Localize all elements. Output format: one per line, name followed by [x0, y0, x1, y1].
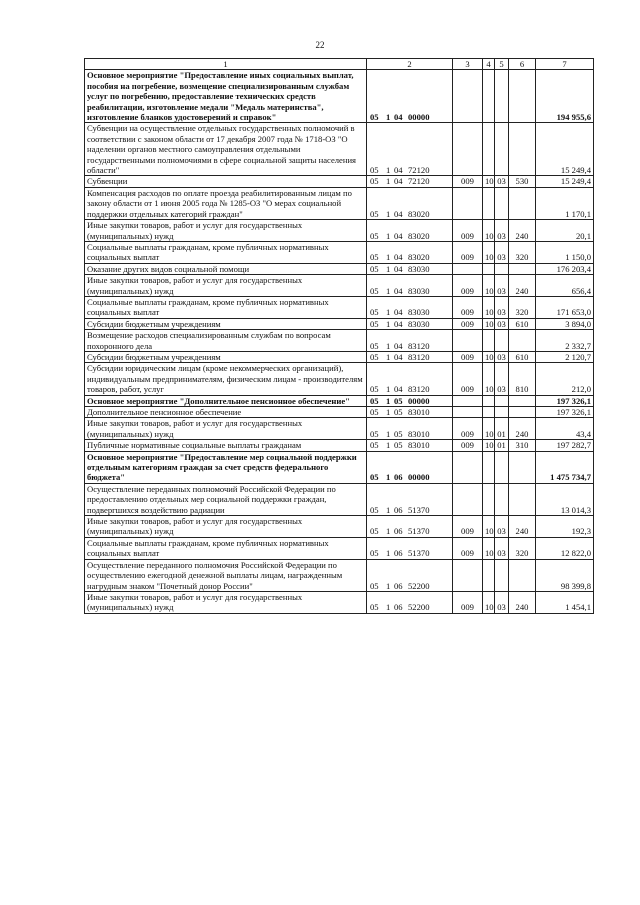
row-sum: 2 120,7 [536, 351, 594, 362]
row-code [367, 187, 453, 219]
row-code [367, 275, 453, 297]
page-number: 22 [315, 40, 325, 50]
code-segment: 04 [394, 176, 403, 187]
row-subsection: 03 [495, 591, 509, 613]
code-segment: 06 [394, 548, 403, 559]
row-department: 009 [453, 351, 483, 362]
row-department: 009 [453, 220, 483, 242]
table-row [85, 123, 594, 176]
row-code [367, 395, 453, 406]
row-department: 009 [453, 241, 483, 263]
row-code [367, 220, 453, 242]
table-row [85, 363, 594, 395]
row-expense-type [509, 263, 536, 274]
code-segment: 06 [394, 526, 403, 537]
row-department: 009 [453, 591, 483, 613]
row-department [453, 187, 483, 219]
row-subsection [495, 451, 509, 483]
table-row [85, 559, 594, 591]
row-sum: 197 282,7 [536, 440, 594, 451]
code-segment: 83120 [408, 351, 430, 362]
code-segment: 83030 [408, 263, 430, 274]
row-department [453, 483, 483, 515]
code-segment: 05 [370, 526, 379, 537]
row-code [367, 451, 453, 483]
code-segment: 1 [386, 384, 391, 395]
code-segment: 1 [386, 285, 391, 296]
header-row [85, 59, 594, 70]
row-name: Основное мероприятие "Предоставление иных социальных выплат, пособия на погребение, возмещение специализированным службам услуг по погребению, предоставление технических средств реабилитации, изготовление медали "Медаль материнства", изготовление бланков удостоверений и справок" [85, 70, 367, 123]
code-segment: 83010 [408, 407, 430, 417]
row-subsection: 03 [495, 176, 509, 187]
row-expense-type: 310 [509, 440, 536, 451]
row-sum: 15 249,4 [536, 123, 594, 176]
row-section: 10 [483, 318, 495, 329]
code-segment: 1 [386, 526, 391, 537]
row-sum: 197 326,1 [536, 395, 594, 406]
code-segment: 05 [370, 548, 379, 559]
row-section: 10 [483, 363, 495, 395]
code-segment: 83020 [408, 208, 430, 219]
row-section: 10 [483, 440, 495, 451]
row-code [367, 70, 453, 123]
row-expense-type [509, 451, 536, 483]
code-segment: 83120 [408, 384, 430, 395]
code-segment: 05 [394, 407, 403, 417]
code-segment: 72120 [408, 165, 430, 176]
code-segment: 05 [370, 318, 379, 329]
table-row [85, 591, 594, 613]
row-name: Осуществление переданных полномочий Российской Федерации по предоставлению отдельных мер социальной поддержки граждан, подвергшихся воздействию радиации [85, 483, 367, 515]
row-sum: 20,1 [536, 220, 594, 242]
row-sum: 15 249,4 [536, 176, 594, 187]
row-section: 10 [483, 296, 495, 318]
code-segment: 00000 [408, 112, 430, 123]
row-subsection [495, 123, 509, 176]
code-segment: 83120 [408, 340, 430, 351]
row-expense-type [509, 330, 536, 352]
row-code [367, 516, 453, 538]
header-col-5: 5 [495, 59, 509, 70]
row-subsection [495, 407, 509, 418]
row-sum: 197 326,1 [536, 407, 594, 418]
row-sum: 212,0 [536, 363, 594, 395]
row-department [453, 395, 483, 406]
row-subsection: 03 [495, 220, 509, 242]
row-department: 009 [453, 440, 483, 451]
table-row [85, 241, 594, 263]
row-subsection: 03 [495, 516, 509, 538]
row-code [367, 440, 453, 451]
table-body [85, 70, 594, 613]
code-segment: 1 [386, 112, 391, 123]
row-section [483, 187, 495, 219]
row-section: 10 [483, 591, 495, 613]
table-row [85, 483, 594, 515]
row-expense-type: 240 [509, 516, 536, 538]
code-segment: 05 [370, 165, 379, 176]
row-name: Иные закупки товаров, работ и услуг для государственных (муниципальных) нужд [85, 220, 367, 242]
row-code [367, 483, 453, 515]
row-code [367, 418, 453, 440]
row-expense-type: 320 [509, 296, 536, 318]
row-section: 10 [483, 537, 495, 559]
code-segment: 1 [386, 428, 391, 439]
code-segment: 05 [370, 580, 379, 591]
code-segment: 83030 [408, 307, 430, 318]
row-subsection [495, 559, 509, 591]
code-segment: 83030 [408, 285, 430, 296]
row-name: Субсидии бюджетным учреждениям [85, 318, 367, 329]
row-name: Субвенции на осуществление отдельных государственных полномочий в соответствии с законом области от 17 декабря 2007 года № 1718-ОЗ "О наделении органов местного самоуправления отдельными государственными полномочиями в сфере социальной защиты населения области" [85, 123, 367, 176]
table-row [85, 418, 594, 440]
row-sum: 1 170,1 [536, 187, 594, 219]
code-segment: 06 [394, 580, 403, 591]
code-segment: 1 [386, 318, 391, 329]
code-segment: 05 [394, 395, 403, 406]
code-segment: 05 [370, 395, 379, 406]
code-segment: 1 [386, 351, 391, 362]
code-segment: 04 [394, 285, 403, 296]
code-segment: 1 [386, 252, 391, 263]
row-code [367, 363, 453, 395]
table-row [85, 407, 594, 418]
row-subsection: 03 [495, 363, 509, 395]
row-expense-type [509, 407, 536, 418]
row-sum: 13 014,3 [536, 483, 594, 515]
code-segment: 04 [394, 252, 403, 263]
code-segment: 1 [386, 504, 391, 515]
row-section [483, 263, 495, 274]
header-col-3: 3 [453, 59, 483, 70]
table-row [85, 440, 594, 451]
code-segment: 04 [394, 307, 403, 318]
header-col-1: 1 [85, 59, 367, 70]
row-department: 009 [453, 363, 483, 395]
row-section [483, 123, 495, 176]
code-segment: 06 [394, 602, 403, 613]
row-name: Иные закупки товаров, работ и услуг для государственных (муниципальных) нужд [85, 591, 367, 613]
row-name: Иные закупки товаров, работ и услуг для государственных (муниципальных) нужд [85, 275, 367, 297]
row-name: Социальные выплаты гражданам, кроме публичных нормативных социальных выплат [85, 241, 367, 263]
header-col-6: 6 [509, 59, 536, 70]
row-sum: 171 653,0 [536, 296, 594, 318]
table-row [85, 451, 594, 483]
row-expense-type [509, 187, 536, 219]
row-sum: 1 150,0 [536, 241, 594, 263]
table-row [85, 187, 594, 219]
row-code [367, 407, 453, 418]
row-expense-type: 240 [509, 275, 536, 297]
row-section: 10 [483, 241, 495, 263]
row-department: 009 [453, 318, 483, 329]
code-segment: 05 [370, 263, 379, 274]
row-subsection [495, 263, 509, 274]
row-subsection: 03 [495, 275, 509, 297]
row-expense-type: 240 [509, 591, 536, 613]
row-expense-type: 810 [509, 363, 536, 395]
table-row [85, 318, 594, 329]
row-name: Иные закупки товаров, работ и услуг для государственных (муниципальных) нужд [85, 516, 367, 538]
row-expense-type [509, 483, 536, 515]
row-name: Осуществление переданного полномочия Российской Федерации по осуществлению ежегодной денежной выплаты лицам, награжденным нагрудным знаком "Почетный донор России" [85, 559, 367, 591]
table-row [85, 176, 594, 187]
row-section: 10 [483, 418, 495, 440]
row-section [483, 70, 495, 123]
row-name: Иные закупки товаров, работ и услуг для государственных (муниципальных) нужд [85, 418, 367, 440]
code-segment: 52200 [408, 580, 430, 591]
code-segment: 1 [386, 263, 391, 274]
table-row [85, 351, 594, 362]
row-department: 009 [453, 418, 483, 440]
row-section [483, 483, 495, 515]
row-code [367, 296, 453, 318]
row-code [367, 263, 453, 274]
code-segment: 52200 [408, 602, 430, 613]
table-row [85, 395, 594, 406]
code-segment: 04 [394, 318, 403, 329]
row-section [483, 559, 495, 591]
row-name: Возмещение расходов специализированным службам по вопросам похоронного дела [85, 330, 367, 352]
row-department: 009 [453, 296, 483, 318]
code-segment: 1 [386, 602, 391, 613]
row-department [453, 330, 483, 352]
code-segment: 04 [394, 384, 403, 395]
row-expense-type [509, 559, 536, 591]
code-segment: 04 [394, 351, 403, 362]
row-name: Субсидии юридическим лицам (кроме некоммерческих организаций), индивидуальным предпринимателям, физическим лицам - производителям товаров, работ, услуг [85, 363, 367, 395]
code-segment: 05 [370, 307, 379, 318]
code-segment: 04 [394, 230, 403, 241]
row-expense-type: 240 [509, 220, 536, 242]
code-segment: 1 [386, 472, 391, 483]
code-segment: 06 [394, 472, 403, 483]
row-code [367, 351, 453, 362]
row-code [367, 318, 453, 329]
row-name: Дополнительное пенсионное обеспечение [85, 407, 367, 418]
row-sum: 194 955,6 [536, 70, 594, 123]
row-department: 009 [453, 537, 483, 559]
code-segment: 1 [386, 230, 391, 241]
code-segment: 83020 [408, 230, 430, 241]
row-department [453, 70, 483, 123]
row-expense-type: 320 [509, 537, 536, 559]
header-col-7: 7 [536, 59, 594, 70]
row-section: 10 [483, 516, 495, 538]
code-segment: 05 [370, 428, 379, 439]
code-segment: 04 [394, 165, 403, 176]
code-segment: 1 [386, 208, 391, 219]
row-subsection [495, 187, 509, 219]
row-name: Публичные нормативные социальные выплаты гражданам [85, 440, 367, 451]
row-sum: 98 399,8 [536, 559, 594, 591]
code-segment: 05 [370, 407, 379, 417]
row-expense-type: 610 [509, 318, 536, 329]
code-segment: 00000 [408, 395, 430, 406]
row-code [367, 537, 453, 559]
code-segment: 1 [386, 407, 391, 417]
code-segment: 04 [394, 112, 403, 123]
row-name: Основное мероприятие "Дополнительное пенсионное обеспечение" [85, 395, 367, 406]
row-subsection: 01 [495, 418, 509, 440]
row-name: Основное мероприятие "Предоставление мер социальной поддержки отдельным категориям граждан за счет средств федерального бюджета" [85, 451, 367, 483]
row-department [453, 559, 483, 591]
row-department: 009 [453, 176, 483, 187]
row-sum: 192,3 [536, 516, 594, 538]
row-code [367, 330, 453, 352]
row-department [453, 123, 483, 176]
row-subsection: 03 [495, 537, 509, 559]
row-subsection: 01 [495, 440, 509, 451]
table-row [85, 263, 594, 274]
code-segment: 05 [370, 504, 379, 515]
code-segment: 04 [394, 340, 403, 351]
row-section: 10 [483, 176, 495, 187]
code-segment: 83010 [408, 440, 430, 451]
code-segment: 05 [370, 112, 379, 123]
row-expense-type: 240 [509, 418, 536, 440]
code-segment: 1 [386, 580, 391, 591]
row-sum: 1 454,1 [536, 591, 594, 613]
budget-table [84, 58, 594, 614]
code-segment: 51370 [408, 504, 430, 515]
row-section [483, 330, 495, 352]
code-segment: 05 [370, 230, 379, 241]
code-segment: 1 [386, 395, 391, 406]
code-segment: 1 [386, 340, 391, 351]
row-name: Компенсация расходов по оплате проезда реабилитированным лицам по закону области от 1 июня 2005 года № 1285-ОЗ "О мерах социальной поддержки отдельных категорий граждан" [85, 187, 367, 219]
row-department [453, 263, 483, 274]
table-row [85, 330, 594, 352]
code-segment: 05 [370, 602, 379, 613]
code-segment: 00000 [408, 472, 430, 483]
code-segment: 05 [370, 351, 379, 362]
row-section: 10 [483, 220, 495, 242]
row-section [483, 395, 495, 406]
row-code [367, 241, 453, 263]
row-sum: 656,4 [536, 275, 594, 297]
row-name: Оказание других видов социальной помощи [85, 263, 367, 274]
code-segment: 05 [394, 440, 403, 451]
row-sum: 12 822,0 [536, 537, 594, 559]
row-subsection [495, 395, 509, 406]
row-subsection: 03 [495, 351, 509, 362]
row-subsection [495, 70, 509, 123]
row-name: Субсидии бюджетным учреждениям [85, 351, 367, 362]
row-department: 009 [453, 516, 483, 538]
row-expense-type [509, 395, 536, 406]
row-section [483, 407, 495, 418]
code-segment: 05 [370, 252, 379, 263]
header-col-2: 2 [367, 59, 453, 70]
row-expense-type: 610 [509, 351, 536, 362]
row-sum: 2 332,7 [536, 330, 594, 352]
row-subsection [495, 330, 509, 352]
row-section [483, 451, 495, 483]
row-expense-type: 530 [509, 176, 536, 187]
row-expense-type [509, 70, 536, 123]
row-code [367, 123, 453, 176]
table-row [85, 516, 594, 538]
row-expense-type: 320 [509, 241, 536, 263]
code-segment: 05 [370, 176, 379, 187]
code-segment: 06 [394, 504, 403, 515]
row-section: 10 [483, 351, 495, 362]
code-segment: 05 [370, 285, 379, 296]
code-segment: 72120 [408, 176, 430, 187]
code-segment: 1 [386, 307, 391, 318]
row-name: Субвенции [85, 176, 367, 187]
row-name: Социальные выплаты гражданам, кроме публичных нормативных социальных выплат [85, 537, 367, 559]
row-sum: 43,4 [536, 418, 594, 440]
row-sum: 1 475 734,7 [536, 451, 594, 483]
code-segment: 83020 [408, 252, 430, 263]
code-segment: 05 [370, 472, 379, 483]
code-segment: 51370 [408, 548, 430, 559]
code-segment: 83010 [408, 428, 430, 439]
row-department [453, 451, 483, 483]
table-row [85, 537, 594, 559]
row-subsection: 03 [495, 318, 509, 329]
row-subsection [495, 483, 509, 515]
code-segment: 1 [386, 176, 391, 187]
code-segment: 51370 [408, 526, 430, 537]
table-row [85, 220, 594, 242]
header-col-4: 4 [483, 59, 495, 70]
row-code [367, 591, 453, 613]
row-department: 009 [453, 275, 483, 297]
code-segment: 1 [386, 165, 391, 176]
code-segment: 83030 [408, 318, 430, 329]
row-subsection: 03 [495, 296, 509, 318]
code-segment: 05 [370, 384, 379, 395]
code-segment: 04 [394, 263, 403, 274]
code-segment: 04 [394, 208, 403, 219]
code-segment: 1 [386, 548, 391, 559]
row-expense-type [509, 123, 536, 176]
table-row [85, 275, 594, 297]
code-segment: 05 [370, 208, 379, 219]
row-sum: 176 203,4 [536, 263, 594, 274]
code-segment: 05 [394, 428, 403, 439]
row-code [367, 176, 453, 187]
table-row [85, 296, 594, 318]
code-segment: 05 [370, 340, 379, 351]
code-segment: 1 [386, 440, 391, 451]
row-code [367, 559, 453, 591]
row-section: 10 [483, 275, 495, 297]
row-sum: 3 894,0 [536, 318, 594, 329]
row-department [453, 407, 483, 418]
code-segment: 05 [370, 440, 379, 451]
table-row [85, 70, 594, 123]
row-name: Социальные выплаты гражданам, кроме публичных нормативных социальных выплат [85, 296, 367, 318]
row-subsection: 03 [495, 241, 509, 263]
